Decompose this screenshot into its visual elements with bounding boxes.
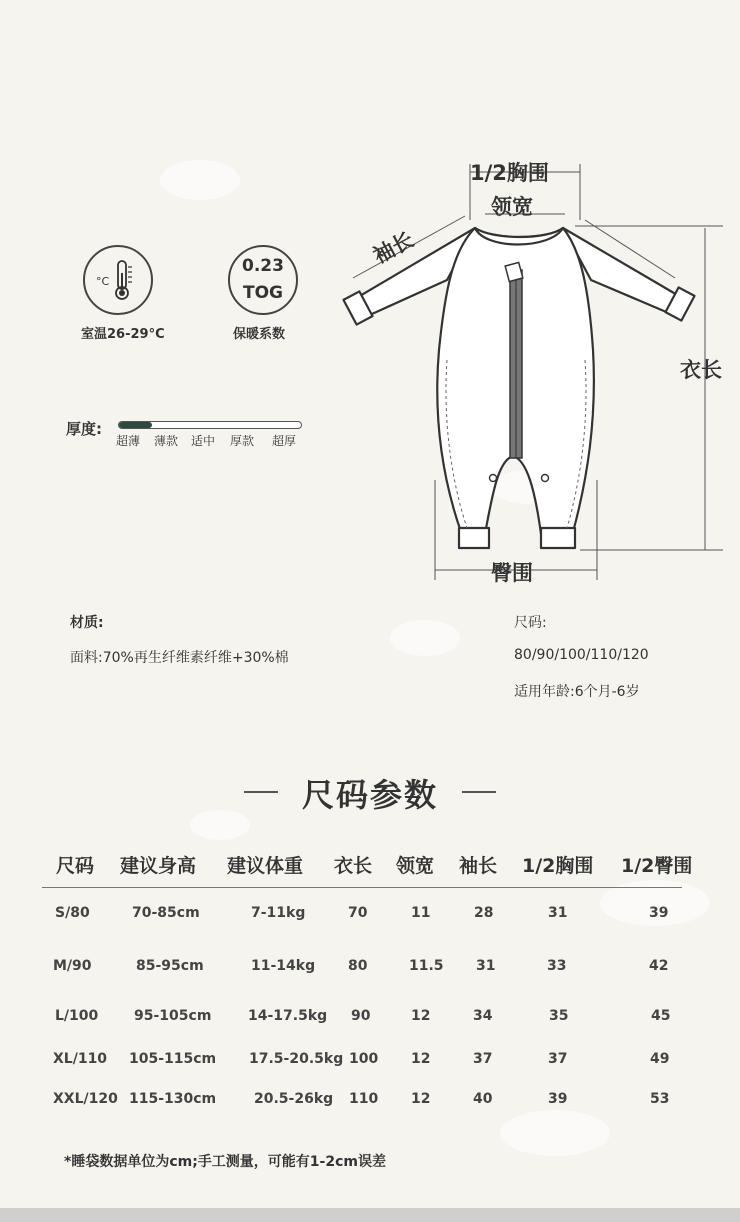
table-cell: 7-11kg	[251, 905, 306, 921]
chest-label: 1/2胸围	[470, 161, 549, 185]
table-cell: 95-105cm	[134, 1008, 212, 1024]
thickness-gauge-fill	[119, 422, 152, 428]
table-cell: 110	[349, 1091, 379, 1107]
table-cell: 70	[348, 905, 368, 921]
table-cell: 39	[548, 1091, 568, 1107]
thickness-level: 超薄	[116, 434, 141, 448]
table-header: 1/2胸围	[522, 855, 594, 877]
tog-value: 0.23	[242, 256, 284, 276]
background-cloud	[390, 620, 460, 656]
table-cell: XXL/120	[53, 1091, 118, 1107]
table-header: 尺码	[56, 855, 95, 877]
tog-unit: TOG	[242, 283, 283, 303]
table-cell: 11.5	[409, 958, 444, 974]
table-cell: 11	[411, 905, 431, 921]
table-header: 领宽	[396, 855, 435, 877]
garment-diagram	[335, 160, 735, 580]
temperature-label: 室温26-29°C	[81, 327, 165, 342]
thickness-level: 厚款	[230, 434, 255, 448]
temperature-badge	[83, 245, 153, 315]
table-cell: M/90	[53, 958, 92, 974]
table-header: 建议体重	[227, 855, 304, 877]
table-cell: 53	[650, 1091, 670, 1107]
thickness-level: 超厚	[272, 434, 297, 448]
table-cell: 31	[548, 905, 568, 921]
tog-label: 保暖系数	[233, 327, 286, 342]
table-header: 衣长	[334, 855, 373, 877]
table-cell: 100	[349, 1051, 379, 1067]
length-label: 衣长	[680, 358, 722, 382]
table-cell: 12	[411, 1051, 431, 1067]
table-cell: 37	[473, 1051, 493, 1067]
table-cell: 17.5-20.5kg	[249, 1051, 344, 1067]
table-cell: 31	[476, 958, 496, 974]
table-cell: L/100	[55, 1008, 99, 1024]
table-cell: 28	[474, 905, 494, 921]
table-cell: 39	[649, 905, 669, 921]
table-divider	[42, 887, 682, 888]
collar-label: 领宽	[491, 195, 533, 219]
table-cell: 12	[411, 1091, 431, 1107]
size-list: 80/90/100/110/120	[514, 647, 649, 663]
table-cell: 115-130cm	[129, 1091, 217, 1107]
material-title: 材质:	[70, 615, 104, 631]
age-range: 适用年龄:6个月-6岁	[514, 684, 640, 700]
svg-text:°C: °C	[96, 275, 110, 288]
table-cell: 35	[549, 1008, 569, 1024]
table-cell: S/80	[55, 905, 90, 921]
table-cell: 40	[473, 1091, 493, 1107]
thickness-label: 厚度:	[66, 420, 102, 438]
size-title: 尺码:	[514, 615, 547, 631]
table-header: 袖长	[459, 855, 498, 877]
thickness-level: 薄款	[154, 434, 179, 448]
table-cell: 33	[547, 958, 567, 974]
size-table-title: 尺码参数	[301, 776, 438, 814]
thickness-gauge	[118, 421, 302, 429]
table-cell: 70-85cm	[132, 905, 200, 921]
sleeve-label: 袖长	[369, 227, 418, 269]
table-cell: 49	[650, 1051, 670, 1067]
tog-badge	[228, 245, 298, 315]
thickness-level: 适中	[191, 434, 216, 448]
table-cell: 80	[348, 958, 368, 974]
measurement-note: *睡袋数据单位为cm;手工测量，可能有1-2cm误差	[64, 1154, 386, 1170]
table-header: 建议身高	[120, 855, 197, 877]
bottom-strip	[0, 1208, 740, 1222]
table-cell: 85-95cm	[136, 958, 204, 974]
thermometer-icon	[85, 247, 151, 313]
table-header: 1/2臀围	[621, 855, 693, 877]
table-cell: 45	[651, 1008, 671, 1024]
table-cell: 105-115cm	[129, 1051, 217, 1067]
table-cell: 37	[548, 1051, 568, 1067]
background-cloud	[500, 1110, 610, 1156]
background-cloud	[160, 160, 240, 200]
table-cell: XL/110	[53, 1051, 108, 1067]
table-cell: 14-17.5kg	[248, 1008, 328, 1024]
title-dash-right	[462, 791, 496, 793]
table-cell: 11-14kg	[251, 958, 316, 974]
material-fabric: 面料:70%再生纤维素纤维+30%棉	[70, 650, 289, 666]
table-cell: 42	[649, 958, 669, 974]
table-cell: 20.5-26kg	[254, 1091, 334, 1107]
table-cell: 12	[411, 1008, 431, 1024]
table-cell: 34	[473, 1008, 493, 1024]
table-cell: 90	[351, 1008, 371, 1024]
hip-label: 臀围	[491, 561, 533, 585]
